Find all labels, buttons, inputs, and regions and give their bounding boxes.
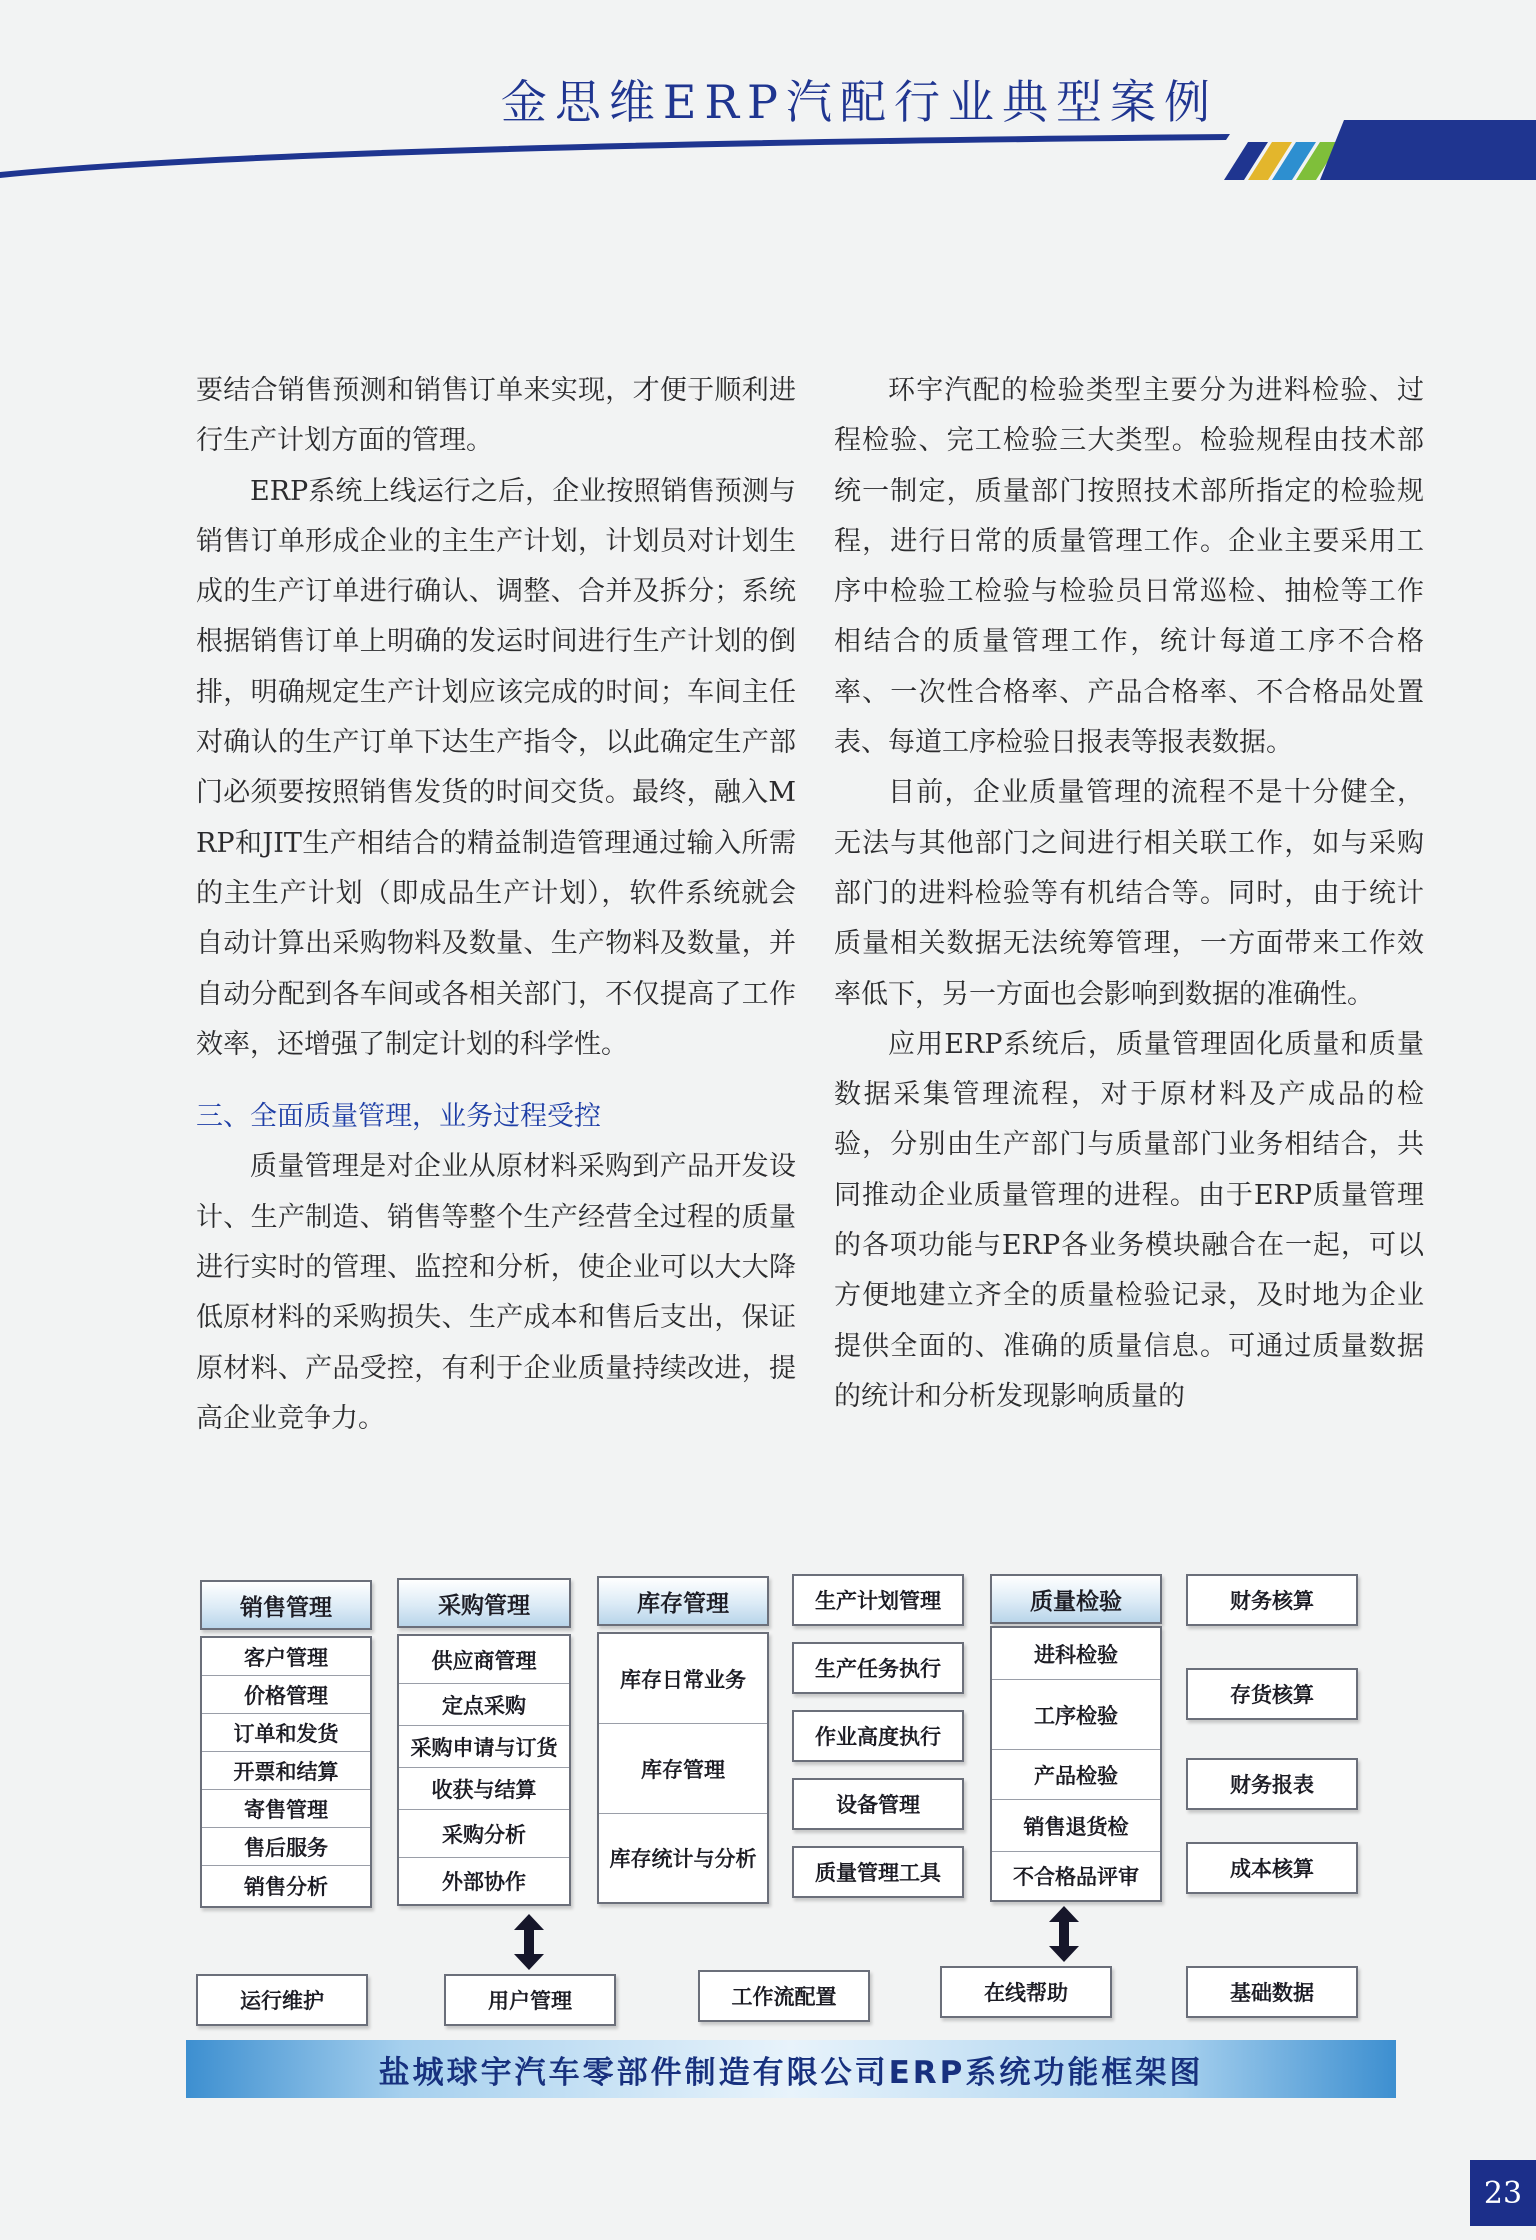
inventory-item: 库存管理: [599, 1724, 767, 1814]
production-item: 质量管理工具: [792, 1846, 964, 1898]
purchase-item: 外部协作: [442, 1870, 526, 1894]
quality-item: 产品检验: [992, 1750, 1160, 1800]
purchase-item: 采购申请与订货: [399, 1726, 569, 1768]
bottom-module: 运行维护: [196, 1974, 368, 2026]
left-paragraph-2: ERP系统上线运行之后，企业按照销售预测与销售订单形成企业的主生产计划，计划员对计划生成的生产订单进行确认、调整、合并及拆分；系统根据销售订单上明确的发运时间进行生产计划的倒排，明确规定生产计划应该完成的时间；车间主任对确认的生产订单下达生产指令，以此确定生产部门必须要按照销售发货的时间交货。最终，融入MRP和JIT生产相结合的精益制造管理通过输入所需的主生产计划（即成品生产计划），软件系统就会自动计算出采购物料及数量、生产物料及数量，并自动分配到各车间或各相关部门，不仅提高了工作效率，还增强了制定计划的科学性。: [196, 475, 796, 1060]
header-rule: [0, 120, 1536, 180]
quality-item: 工序检验: [992, 1680, 1160, 1750]
inventory-item: 库存统计与分析: [609, 1847, 757, 1871]
bottom-module: 在线帮助: [940, 1966, 1112, 2018]
finance-item: 成本核算: [1186, 1842, 1358, 1894]
right-paragraph-1: 环宇汽配的检验类型主要分为进料检验、过程检验、完工检验三大类型。检验规程由技术部统一制定，质量部门按照技术部所指定的检验规程，进行日常的质量管理工作。企业主要采用工序中检验工检验与检验员日常巡检、抽检等工作相结合的质量管理工作，统计每道工序不合格率、一次性合格率、产品合格率、不合格品处置表、每道工序检验日报表等报表数据。: [834, 375, 1424, 759]
right-paragraph-2: 目前，企业质量管理的流程不是十分健全，无法与其他部门之间进行相关联工作，如与采购部门的进料检验等有机结合等。同时，由于统计质量相关数据无法统筹管理，一方面带来工作效率低下，另一方面也会影响到数据的准确性。: [834, 777, 1424, 1010]
left-paragraph-3: 质量管理是对企业从原材料采购到产品开发设计、生产制造、销售等整个生产经营全过程的质量进行实时的管理、监控和分析，使企业可以大大降低原材料的采购损失、生产成本和售后支出，保证原材料、产品受控，有利于企业质量持续改进，提高企业竞争力。: [196, 1151, 796, 1434]
production-item: 设备管理: [792, 1778, 964, 1830]
left-column: [196, 366, 796, 1444]
sales-item: 售后服务: [202, 1828, 370, 1866]
bottom-module: 工作流配置: [698, 1970, 870, 2022]
right-column: [834, 366, 1424, 1422]
purchase-item: 供应商管理: [399, 1636, 569, 1684]
purchase-management-items: [397, 1634, 571, 1906]
sales-management-head: 销售管理: [200, 1580, 372, 1630]
header-title: 金思维ERP汽配行业典型案例: [500, 75, 1218, 129]
inventory-item: 库存日常业务: [599, 1634, 767, 1724]
purchase-management-head: 采购管理: [397, 1578, 571, 1628]
double-arrow-icon: [1047, 1906, 1081, 1962]
sales-item: 开票和结算: [202, 1752, 370, 1790]
production-item: 生产任务执行: [792, 1642, 964, 1694]
sales-item: 寄售管理: [202, 1790, 370, 1828]
purchase-item: 收获与结算: [399, 1768, 569, 1810]
left-paragraph-1: 要结合销售预测和销售订单来实现，才便于顺利进行生产计划方面的管理。: [196, 375, 796, 457]
quality-inspection-items: [990, 1626, 1162, 1902]
finance-item: 存货核算: [1186, 1668, 1358, 1720]
finance-item: 财务核算: [1186, 1574, 1358, 1626]
sales-item: 客户管理: [202, 1638, 370, 1676]
section-heading: 三、全面质量管理，业务过程受控: [196, 1101, 601, 1133]
finance-item: 财务报表: [1186, 1758, 1358, 1810]
right-paragraph-3: 应用ERP系统后，质量管理固化质量和质量数据采集管理流程，对于原材料及产成品的检验，分别由生产部门与质量部门业务相结合，共同推动企业质量管理的进程。由于ERP质量管理的各项功能与ERP各业务模块融合在一起，可以方便地建立齐全的质量检验记录，及时地为企业提供全面的、准确的质量信息。可通过质量数据的统计和分析发现影响质量的: [834, 1028, 1424, 1412]
double-arrow-icon: [512, 1914, 546, 1970]
inventory-management-head: 库存管理: [597, 1576, 769, 1626]
page-number: 23: [1470, 2160, 1536, 2226]
sales-management-items: [200, 1636, 372, 1908]
production-item: 作业高度执行: [792, 1710, 964, 1762]
production-item: 生产计划管理: [792, 1574, 964, 1626]
inventory-management-items: [597, 1632, 769, 1904]
bottom-module: 用户管理: [444, 1974, 616, 2026]
purchase-item: 定点采购: [399, 1684, 569, 1726]
sales-item: 销售分析: [244, 1875, 328, 1899]
sales-item: 价格管理: [202, 1676, 370, 1714]
purchase-item: 采购分析: [399, 1810, 569, 1858]
quality-inspection-head: 质量检验: [990, 1574, 1162, 1624]
quality-item: 销售退货检: [992, 1800, 1160, 1852]
quality-item: 不合格品评审: [1013, 1865, 1139, 1889]
diagram-caption: 盐城球宇汽车零部件制造有限公司ERP系统功能框架图: [186, 2040, 1396, 2098]
sales-item: 订单和发货: [202, 1714, 370, 1752]
quality-item: 进科检验: [992, 1628, 1160, 1680]
bottom-module: 基础数据: [1186, 1966, 1358, 2018]
